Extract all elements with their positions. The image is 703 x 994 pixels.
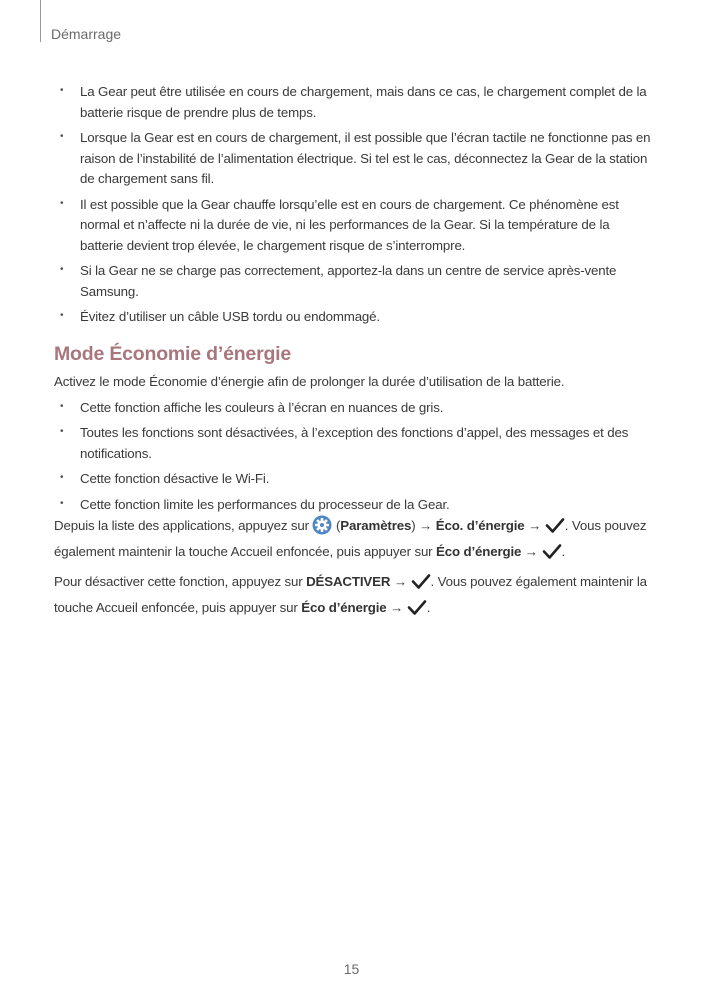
checkmark-icon	[411, 573, 431, 598]
gear-icon	[312, 515, 332, 542]
text-run: .	[426, 599, 431, 615]
deactivation-instructions	[54, 572, 652, 623]
text-run: →	[390, 574, 411, 589]
page-content	[54, 82, 652, 628]
text-run: Pour désactiver cette fonction, appuyez sur	[54, 574, 307, 589]
text-run: Depuis la liste des applications, appuyez sur	[54, 518, 313, 533]
checkmark-icon	[545, 517, 565, 542]
list-item: • Toutes les fonctions sont désactivées, à l’exception des fonctions d’appel, des messages et des notifications.	[54, 423, 652, 464]
list-item: • Évitez d’utiliser un câble USB tordu ou endommagé.	[54, 307, 652, 328]
margin-rule	[40, 0, 41, 42]
text-run: .	[561, 543, 566, 559]
checkmark-icon	[407, 599, 427, 624]
menu-path-eco: Éco d’énergie	[436, 543, 522, 559]
list-item: • Cette fonction affiche les couleurs à l’écran en nuances de gris.	[54, 398, 652, 419]
text-run: ) →	[411, 518, 436, 533]
activation-instructions	[54, 515, 652, 567]
menu-path-disable: DÉSACTIVER	[306, 574, 391, 589]
text-run: →	[521, 543, 542, 559]
page-number: 15	[343, 961, 360, 977]
text-run: →	[386, 599, 407, 615]
checkmark-icon	[542, 543, 562, 568]
section-title: Mode Économie d’énergie	[54, 342, 292, 365]
text-run: →	[524, 518, 545, 533]
menu-path-eco: Éco d’énergie	[301, 599, 387, 615]
list-item: • Si la Gear ne se charge pas correctement, apportez-la dans un centre de service après-vente Samsung.	[54, 261, 652, 302]
menu-path-settings: Paramètres	[340, 518, 412, 533]
text-run: . Vous pouvez également maintenir la touche Accueil enfoncée, puis appuyer sur	[54, 574, 647, 615]
section-header: Démarrage	[51, 26, 122, 42]
list-item: • Il est possible que la Gear chauffe lorsqu’elle est en cours de chargement. Ce phénomène est normal et n’affecte ni la durée de vie, ni les performances de la Gear. Si la température de la batterie devient trop élevée, le chargement risque de s’interrompre.	[54, 195, 652, 257]
charging-notes-list	[54, 82, 652, 328]
text-run: (	[332, 518, 341, 533]
text-run: . Vous pouvez également maintenir la touche Accueil enfoncée, puis appuyer sur	[54, 518, 647, 559]
list-item: • Cette fonction désactive le Wi-Fi.	[54, 469, 652, 490]
list-item: • Lorsque la Gear est en cours de chargement, il est possible que l’écran tactile ne fonctionne pas en raison de l’instabilité de l’alimentation électrique. Si tel est le cas, déconnectez la Gear de la station de chargement sans fil.	[54, 128, 652, 190]
power-saving-features-list	[54, 398, 652, 516]
section-intro: Activez le mode Économie d’énergie afin de prolonger la durée d’utilisation de la batterie.	[54, 374, 565, 389]
menu-path-eco: Éco. d’énergie	[435, 518, 525, 533]
list-item: • La Gear peut être utilisée en cours de chargement, mais dans ce cas, le chargement complet de la batterie risque de prendre plus de temps.	[54, 82, 652, 123]
list-item: • Cette fonction limite les performances du processeur de la Gear.	[54, 495, 652, 516]
